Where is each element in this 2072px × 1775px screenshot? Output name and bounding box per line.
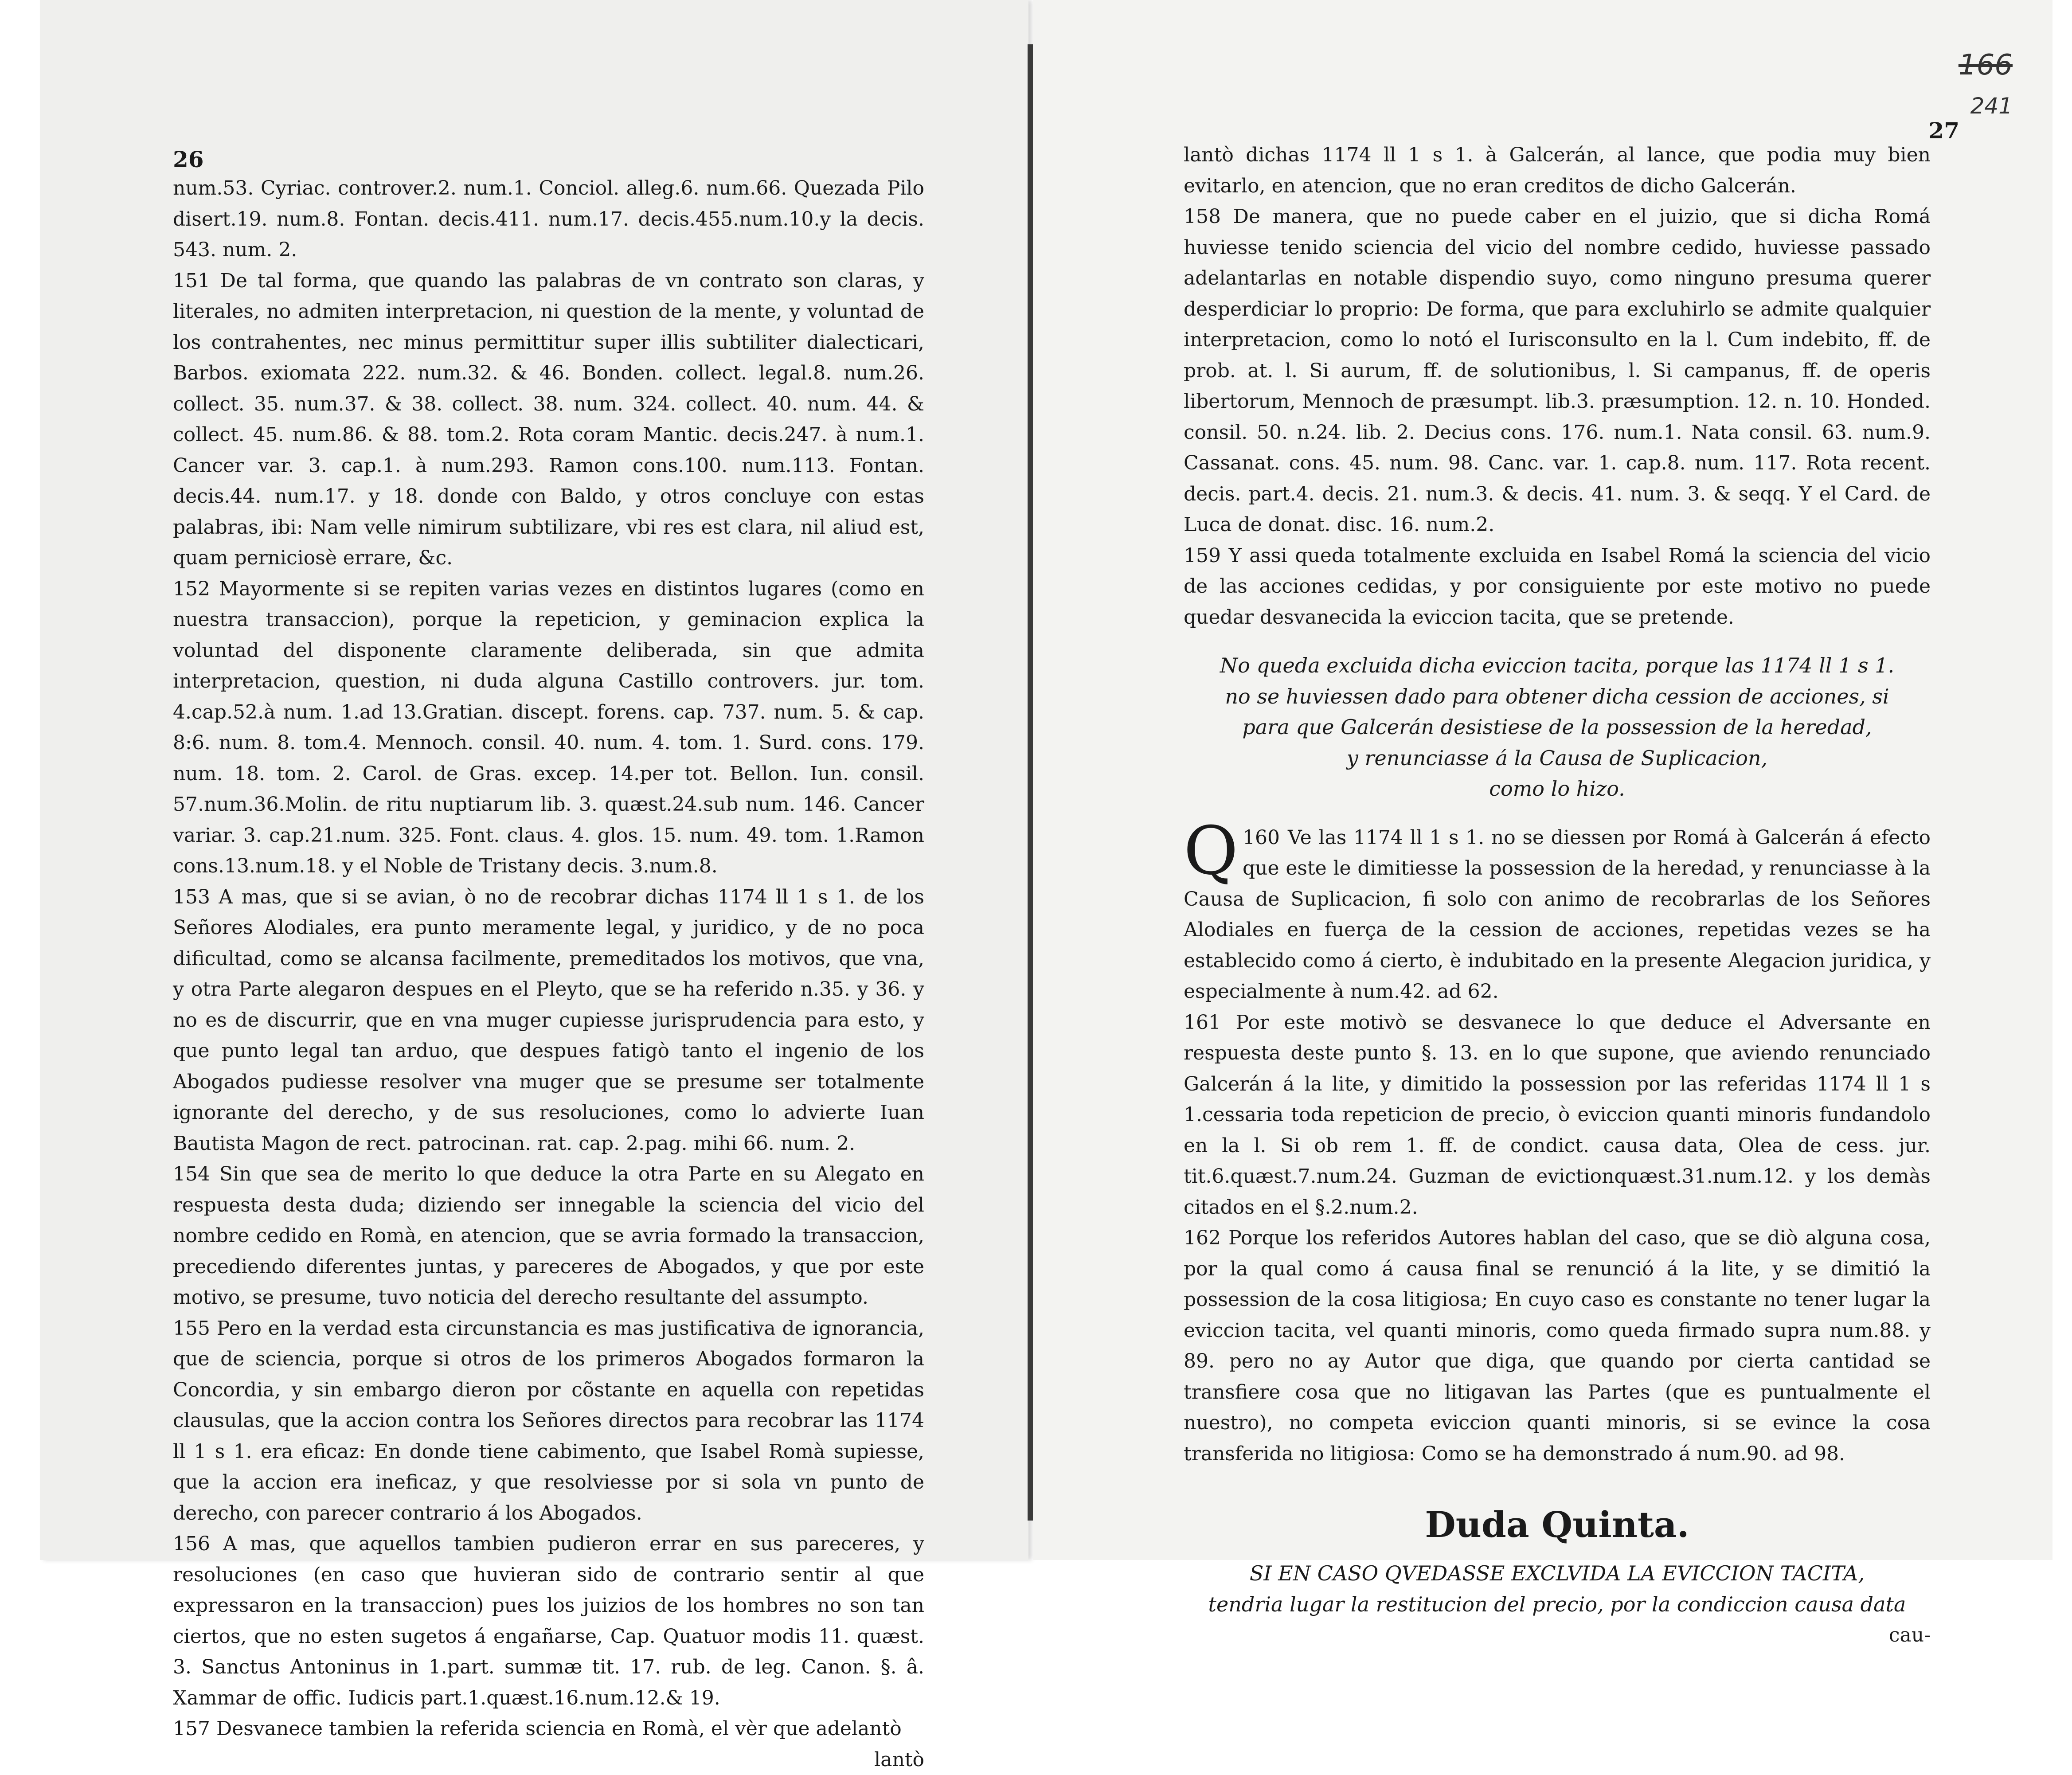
catchword: cau- xyxy=(1184,1620,1931,1651)
paragraph: 158 De manera, que no puede caber en el juizio, que si dicha Romá huviesse tenido sciencia del vicio del nombre cedido, huviesse passado adelantarlas en notable dispendio suyo, como ninguno presuma querer desperdiciar lo proprio: De forma, que para excluhirlo se admite qualquier interpretacion, como lo notó el Iurisconsulto en la l. Cum indebito, ff. de prob. at. l. Si aurum, ff. de solutionibus, l. Si campanus, ff. de operis libertorum, Mennoch de præsumpt. lib.3. præsumption. 12. n. 10. Honded. consil. 50. n.24. lib. 2. Decius cons. 176. num.1. Nata consil. 63. num.9. Cassanat. cons. 45. num. 98. Canc. var. 1. cap.8. num. 117. Rota recent. decis. part.4. decis. 21. num.3. & decis. 41. num. 3. & seqq. Y el Card. de Luca de donat. disc. 16. num.2. xyxy=(1184,201,1931,540)
heading-line: No queda excluida dicha eviccion tacita, porque las 1174 ll 1 s 1. xyxy=(1184,650,1931,681)
italic-heading xyxy=(1184,650,1931,805)
section-subtitle-line: tendria lugar la restitucion del precio, por la condiccion causa data xyxy=(1184,1589,1931,1620)
heading-line: no se huviessen dado para obtener dicha cession de acciones, si xyxy=(1184,681,1931,712)
left-page xyxy=(40,0,1028,1560)
heading-line: como lo hizo. xyxy=(1184,774,1931,805)
drop-cap: Q xyxy=(1184,822,1238,880)
paragraph: num.53. Cyriac. controver.2. num.1. Conciol. alleg.6. num.66. Quezada Pilo disert.19. num.8. Fontan. decis.411. num.17. decis.455.num.10.y la decis. 543. num. 2. xyxy=(173,173,924,266)
paragraph: 154 Sin que sea de merito lo que deduce la otra Parte en su Alegato en respuesta desta duda; diziendo ser innegable la sciencia del vicio del nombre cedido en Romà, en atencion, que se avria formado la transaccion, precediendo diferentes juntas, y pareceres de Abogados, y que por este motivo, se presume, tuvo noticia del derecho resultante del assumpto. xyxy=(173,1159,924,1313)
paragraph-text: Ve las 1174 ll 1 s 1. no se diessen por Romá à Galcerán á efecto que este le dimitiesse la possession de la heredad, y renunciasse à la Causa de Suplicacion, fi solo con animo de recobrarlas de los Señores Alodiales en fuerça de la cession de acciones, repetidas vezes se ha establecido como á cierto, è indubitado en la presente Alegacion juridica, y especialmente à num.42. ad 62. xyxy=(1184,826,1931,1003)
paragraph: 152 Mayormente si se repiten varias vezes en distintos lugares (como en nuestra transaccion), porque la repeticion, y geminacion explica la voluntad del disponente claramente deliberada, sin que admita interpretacion, question, ni duda alguna Castillo controvers. jur. tom. 4.cap.52.à num. 1.ad 13.Gratian. discept. forens. cap. 737. num. 5. & cap. 8:6. num. 8. tom.4. Mennoch. consil. 40. num. 4. tom. 1. Surd. cons. 179. num. 18. tom. 2. Carol. de Gras. excep. 14.per tot. Bellon. Iun. consil. 57.num.36.Molin. de ritu nuptiarum lib. 3. quæst.24.sub num. 146. Cancer variar. 3. cap.21.num. 325. Font. claus. 4. glos. 15. num. 49. tom. 1.Ramon cons.13.num.18. y el Noble de Tristany decis. 3.num.8. xyxy=(173,574,924,882)
section-title: Duda Quinta. xyxy=(1184,1500,1931,1549)
paragraph: 159 Y assi queda totalmente excluida en Isabel Romá la sciencia del vicio de las acciones cedidas, y por consiguiente por este motivo no puede quedar desvanecida la eviccion tacita, que se pretende. xyxy=(1184,540,1931,633)
paragraph: 156 A mas, que aquellos tambien pudieron errar en sus pareceres, y resoluciones (en caso que huvieran sido de contrario sentir al que expressaron en la transaccion) pues los juizios de los hombres no son tan ciertos, que no esten sugetos á engañarse, Cap. Quatuor modis 11. quæst. 3. Sanctus Antoninus in 1.part. summæ tit. 17. rub. de leg. Canon. §. â. Xammar de offic. Iudicis part.1.quæst.16.num.12.& 19. xyxy=(173,1529,924,1713)
catchword: lantò xyxy=(173,1744,924,1775)
paragraph: 157 Desvanece tambien la referida sciencia en Romà, el vèr que adelantò xyxy=(173,1713,924,1744)
left-text-column xyxy=(173,173,924,1775)
paragraph-number: 160 xyxy=(1243,826,1280,849)
paragraph: 155 Pero en la verdad esta circunstancia es mas justificativa de ignorancia, que de sciencia, porque si otros de los primeros Abogados formaron la Concordia, y sin embargo dieron por cõstante en aquella con repetidas clausulas, que la accion contra los Señores directos para recobrar las 1174 ll 1 s 1. era eficaz: En donde tiene cabimento, que Isabel Romà supiesse, que la accion era ineficaz, y que resolviesse por si sola vn punto de derecho, con parecer contrario á los Abogados. xyxy=(173,1313,924,1529)
paragraph: lantò dichas 1174 ll 1 s 1. à Galcerán, al lance, que podia muy bien evitarlo, en atencion, que no eran creditos de dicho Galcerán. xyxy=(1184,140,1931,201)
folio-struck: 166 xyxy=(1959,49,2013,82)
heading-line: y renunciasse á la Causa de Suplicacion, xyxy=(1184,743,1931,774)
section-subtitle-line: SI EN CASO QVEDASSE EXCLVIDA LA EVICCION TACITA, xyxy=(1184,1558,1931,1589)
left-page-number: 26 xyxy=(173,146,204,172)
folio-number: 241 xyxy=(1970,93,2013,119)
right-page xyxy=(1033,0,2052,1560)
paragraph: 161 Por este motivò se desvanece lo que deduce el Adversante en respuesta deste punto §. 13. en lo que supone, que aviendo renunciado Galcerán á la lite, y dimitido la possession por las referidas 1174 ll 1 s 1.cessaria toda repeticion de precio, ò eviccion quanti minoris fundandolo en la l. Si ob rem 1. ff. de condict. causa data, Olea de cess. jur. tit.6.quæst.7.num.24. Guzman de evictionquæst.31.num.12. y los demàs citados en el §.2.num.2. xyxy=(1184,1007,1931,1223)
paragraph: 153 A mas, que si se avian, ò no de recobrar dichas 1174 ll 1 s 1. de los Señores Alodiales, era punto meramente legal, y juridico, y de no poca dificultad, como se alcansa facilmente, premeditados los motivos, que vna, y otra Parte alegaron despues en el Pleyto, que se ha referido n.35. y 36. y no es de discurrir, que en vna muger cupiesse jurisprudencia para esto, y que punto legal tan arduo, que despues fatigò tanto el ingenio de los Abogados pudiesse resolver vna muger que se presume ser totalmente ignorante del derecho, y de sus resoluciones, como lo advierte Iuan Bautista Magon de rect. patrocinan. rat. cap. 2.pag. mihi 66. num. 2. xyxy=(173,882,924,1159)
paragraph: 162 Porque los referidos Autores hablan del caso, que se diò alguna cosa, por la qual como á causa final se renunció á la lite, y se dimitió la possession de la cosa litigiosa; En cuyo caso es constante no tener lugar la eviccion tacita, vel quanti minoris, como queda firmado supra num.88. y 89. pero no ay Autor que diga, que quando por cierta cantidad se transfiere cosa que no litigavan las Partes (que es puntualmente el nuestro), no competa eviccion quanti minoris, si se evince la cosa transferida no litigiosa: Como se ha demonstrado á num.90. ad 98. xyxy=(1184,1223,1931,1469)
right-text-column xyxy=(1184,140,1931,1651)
paragraph-160 xyxy=(1184,822,1931,1007)
heading-line: para que Galcerán desistiese de la possession de la heredad, xyxy=(1184,712,1931,743)
right-page-number: 27 xyxy=(1928,117,1959,144)
paragraph: 151 De tal forma, que quando las palabras de vn contrato son claras, y literales, no admiten interpretacion, ni question de la mente, y voluntad de los contrahentes, nec minus permittitur super illis subtiliter dialecticari, Barbos. exiomata 222. num.32. & 46. Bonden. collect. legal.8. num.26. collect. 35. num.37. & 38. collect. 38. num. 324. collect. 40. num. 44. & collect. 45. num.86. & 88. tom.2. Rota coram Mantic. decis.247. à num.1. Cancer var. 3. cap.1. à num.293. Ramon cons.100. num.113. Fontan. decis.44. num.17. y 18. donde con Baldo, y otros concluye con estas palabras, ibi: Nam velle nimirum subtilizare, vbi res est clara, nil aliud est, quam perniciosè errare, &c. xyxy=(173,266,924,574)
